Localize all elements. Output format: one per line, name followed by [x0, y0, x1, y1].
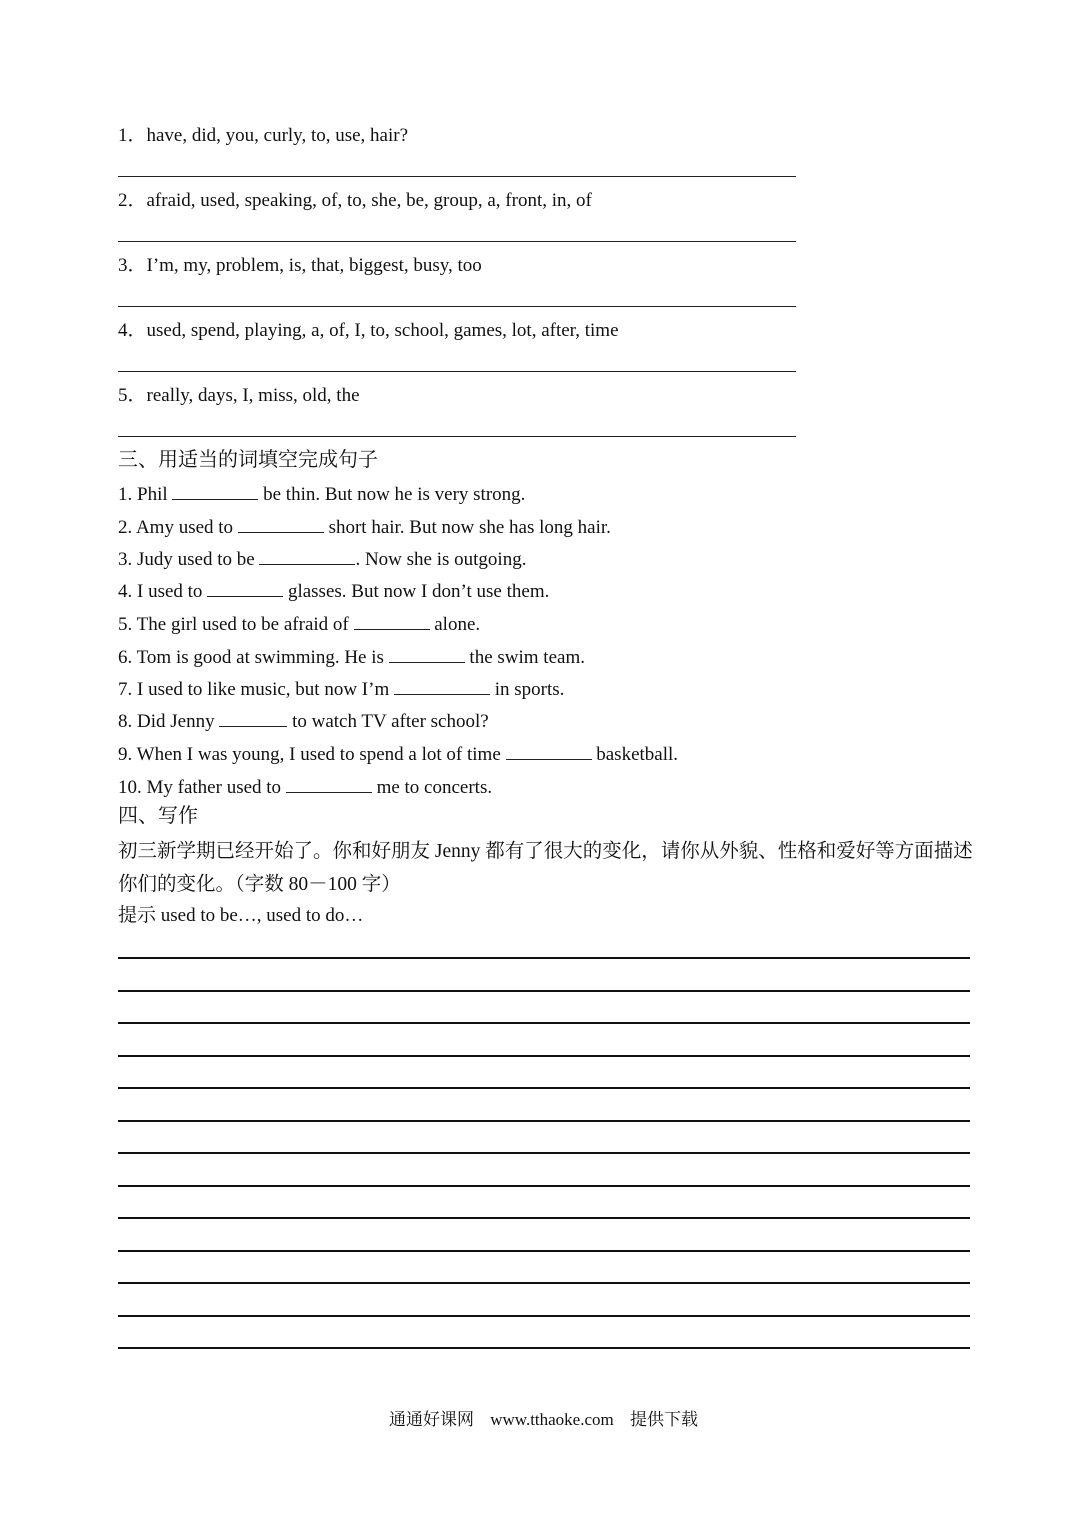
writing-line [118, 990, 970, 992]
blank [394, 676, 490, 695]
blank [238, 514, 324, 533]
answer-line [118, 176, 796, 177]
writing-line [118, 1250, 970, 1252]
reorder-words: 1．have, did, you, curly, to, use, hair? [118, 125, 409, 146]
writing-line [118, 1022, 970, 1024]
writing-line [118, 1087, 970, 1089]
fill-item-4 [118, 578, 549, 604]
reorder-words: 5．really, days, I, miss, old, the [118, 385, 360, 406]
fill-text-after: short hair. But now she has long hair. [323, 517, 611, 538]
fill-item-8 [118, 708, 489, 734]
fill-text-after: basketball. [591, 744, 679, 765]
fill-text-before: 3. Judy used to be [118, 549, 260, 570]
fill-text-after: be thin. But now he is very strong. [258, 484, 526, 505]
fill-text-before: 1. Phil [118, 484, 173, 505]
blank [172, 481, 258, 500]
blank [354, 611, 430, 630]
page-footer [0, 1408, 1087, 1432]
answer-line [118, 306, 796, 307]
blank [207, 578, 283, 597]
fill-item-9 [118, 741, 678, 767]
fill-text-after: alone. [429, 614, 481, 635]
blank [259, 546, 355, 565]
fill-item-10 [118, 774, 492, 800]
fill-item-6 [118, 644, 585, 670]
blank [286, 774, 372, 793]
writing-line [118, 1217, 970, 1219]
footer-url: www.tthaoke.com [490, 1410, 614, 1429]
fill-text-before: 4. I used to [118, 581, 208, 602]
reorder-item-4 [118, 319, 798, 343]
reorder-words: 3．I’m, my, problem, is, that, biggest, busy, too [118, 255, 482, 276]
fill-text-before: 2. Amy used to [118, 517, 238, 538]
fill-text-after: me to concerts. [371, 777, 493, 798]
writing-line [118, 1282, 970, 1284]
writing-line [118, 1347, 970, 1349]
reorder-words: 4．used, spend, playing, a, of, I, to, school, games, lot, after, time [118, 320, 619, 341]
fill-item-2 [118, 514, 611, 540]
writing-line [118, 1185, 970, 1187]
fill-text-before: 10. My father used to [118, 777, 286, 798]
fill-text-before: 9. When I was young, I used to spend a lot of time [118, 744, 506, 765]
writing-hint: 提示 used to be…, used to do… [118, 905, 364, 926]
reorder-item-2 [118, 189, 798, 213]
section4-heading: 四、写作 [118, 805, 198, 827]
footer-tagline: 提供下载 [630, 1410, 699, 1429]
blank [506, 741, 592, 760]
fill-item-1 [118, 481, 525, 507]
reorder-words: 2．afraid, used, speaking, of, to, she, be, group, a, front, in, of [118, 190, 592, 211]
fill-text-before: 7. I used to like music, but now I’m [118, 679, 394, 700]
fill-text-before: 8. Did Jenny [118, 711, 220, 732]
fill-text-before: 5. The girl used to be afraid of [118, 614, 354, 635]
writing-line [118, 957, 970, 959]
fill-text-after: glasses. But now I don’t use them. [283, 581, 550, 602]
fill-text-before: 6. Tom is good at swimming. He is [118, 647, 389, 668]
answer-line [118, 241, 796, 242]
writing-line [118, 1315, 970, 1317]
fill-text-after: in sports. [490, 679, 565, 700]
reorder-item-1 [118, 124, 798, 148]
fill-text-after: . Now she is outgoing. [355, 549, 527, 570]
fill-text-after: to watch TV after school? [287, 711, 489, 732]
writing-line [118, 1120, 970, 1122]
footer-site-name: 通通好课网 [388, 1410, 474, 1429]
reorder-item-3 [118, 254, 798, 278]
blank [219, 708, 287, 727]
reorder-item-5 [118, 384, 798, 408]
section3-heading: 三、用适当的词填空完成句子 [118, 449, 378, 471]
fill-item-7 [118, 676, 564, 702]
fill-item-5 [118, 611, 480, 637]
writing-line [118, 1152, 970, 1154]
fill-item-3 [118, 546, 526, 572]
writing-line [118, 1055, 970, 1057]
fill-text-after: the swim team. [464, 647, 585, 668]
answer-line [118, 436, 796, 437]
blank [389, 644, 465, 663]
writing-prompt: 初三新学期已经开始了。你和好朋友 Jenny 都有了很大的变化，请你从外貌、性格和爱好等方面描述你们的变化。（字数 80－100 字） [118, 841, 973, 895]
answer-line [118, 371, 796, 372]
